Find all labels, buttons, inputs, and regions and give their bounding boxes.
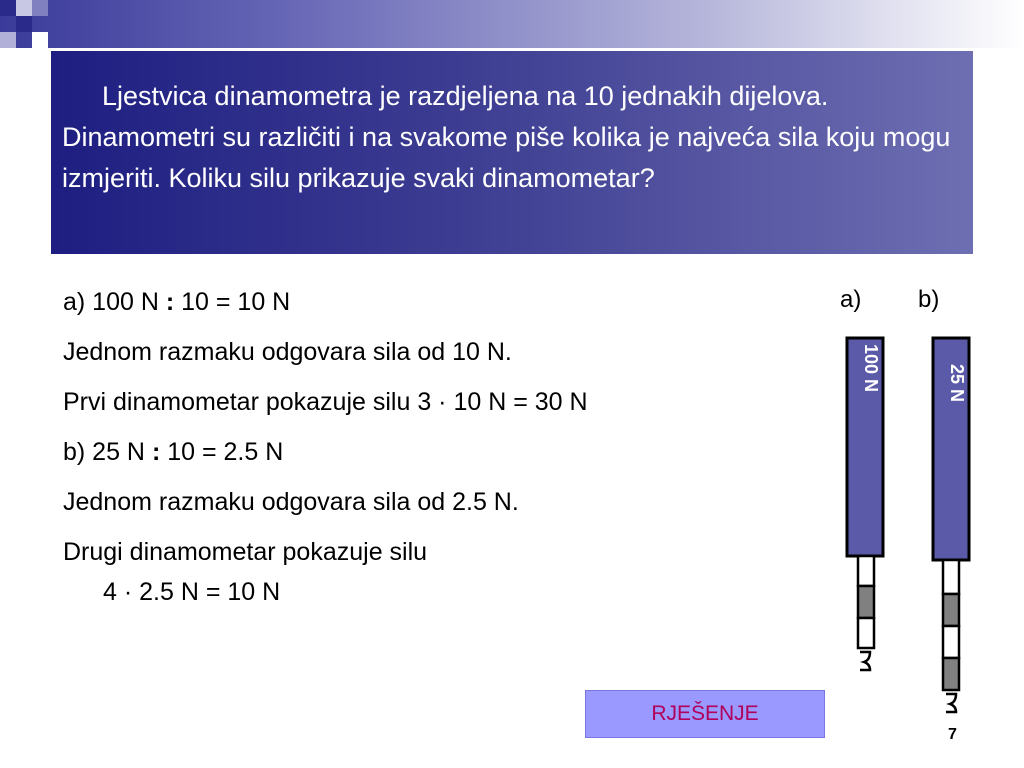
line-b	[63, 438, 283, 467]
dynamometer-a-max-label: 100 N	[861, 344, 881, 393]
dynamometer-a-hook	[860, 652, 870, 670]
dynamometer-a-label: a)	[840, 286, 862, 313]
dynamometer-b-label: b)	[918, 286, 940, 313]
page-number: 7	[948, 726, 957, 743]
top-decor-band	[0, 0, 1024, 48]
line-5: Jednom razmaku odgovara sila od 2.5 N.	[63, 488, 519, 516]
dynamometer-b	[933, 338, 969, 712]
line-a-suffix: 10 = 10 N	[174, 288, 291, 316]
dynamometer-b-hook	[946, 694, 956, 712]
header-text: Ljestvica dinamometra je razdjeljena na 10 jednakih dijelova. Dinamometri su različiti i na svakome piše kolika je najveća sila koju mogu izmjeriti. Koliku silu prikazuje svaki dinamometar?	[62, 81, 951, 193]
dynamometer-b-max-label: 25 N	[947, 364, 967, 403]
decor-square	[32, 32, 48, 48]
dynamometers-figure	[830, 330, 990, 720]
decor-square	[0, 32, 16, 48]
line-a-colon: :	[165, 288, 175, 316]
line-b-colon: :	[151, 438, 161, 466]
line-b-suffix: 10 = 2.5 N	[160, 438, 284, 466]
line-a	[63, 288, 290, 317]
solution-button[interactable]: RJEŠENJE	[585, 690, 825, 738]
line-b-prefix: b) 25 N	[63, 438, 152, 466]
decor-square	[32, 0, 48, 16]
decor-square	[16, 16, 32, 32]
line-2: Jednom razmaku odgovara sila od 10 N.	[63, 338, 512, 366]
dynamometer-a	[847, 338, 883, 670]
line-3: Prvi dinamometar pokazuje silu 3 · 10 N = 30 N	[63, 388, 588, 416]
line-6: Drugi dinamometar pokazuje silu	[63, 538, 428, 566]
line-a-prefix: a) 100 N	[63, 288, 166, 316]
decor-square	[16, 0, 32, 16]
line-7: 4 · 2.5 N = 10 N	[103, 578, 281, 606]
decor-square	[0, 0, 16, 16]
